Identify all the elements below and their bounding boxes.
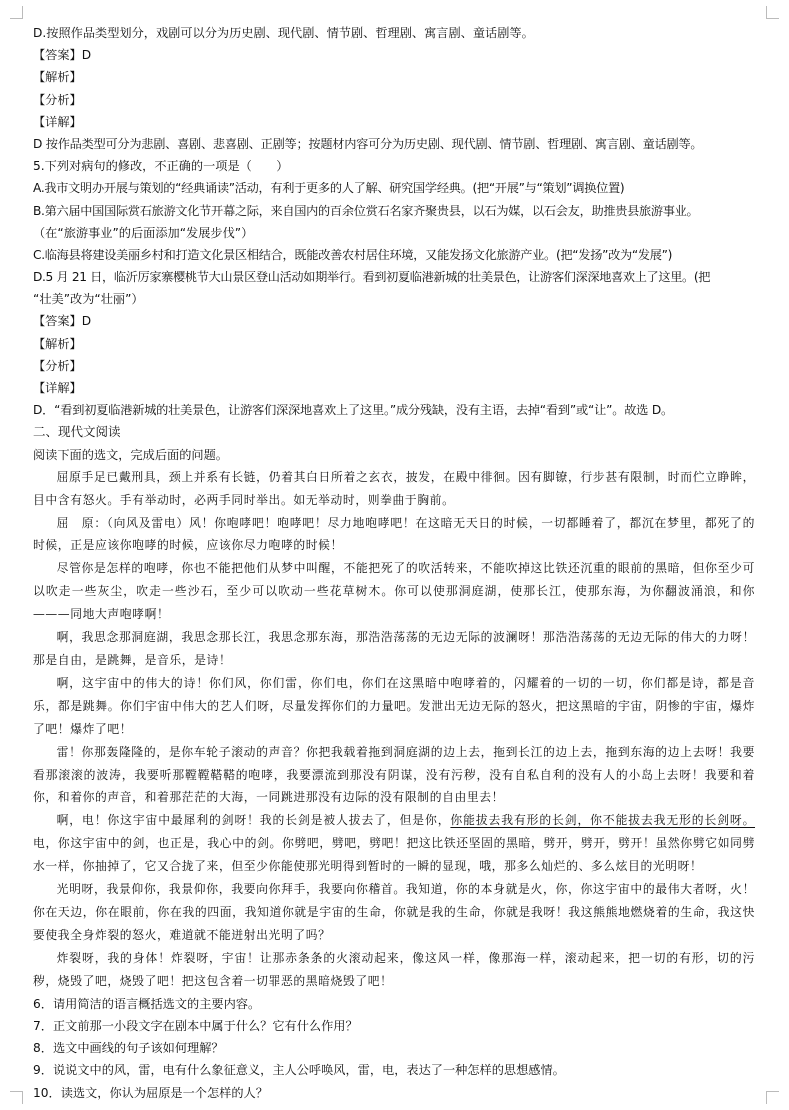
option-d-line: D.按照作品类型划分，戏剧可以分为历史剧、现代剧、情节剧、哲理剧、寓言剧、童话剧等。 (33, 26, 534, 40)
detail-text: D 按作品类型可分为悲剧、喜剧、悲喜剧、正剧等；按题材内容可分为历史剧、现代剧、情节剧、哲理剧、寓言剧、童话剧等。 (33, 136, 703, 151)
crop-mark-bottom-left (10, 1091, 23, 1104)
q5-option-d: D.5 月 21 日，临沂厉家寨樱桃节大山景区登山活动如期举行。看到初夏临港新城的壮美景色，让游客们深深地喜欢上了这里。(把 (33, 270, 711, 285)
q5-option-b: B.第六届中国国际赏石旅游文化节开幕之际，来自国内的百余位赏石名家齐聚贵县，以石为媒，以石会友，助推贵县旅游事业。 (33, 203, 699, 218)
answer-label: 【答案】D (33, 48, 92, 63)
q5-option-b-fix: （在“旅游事业”的后面添加“发展步伐”） (33, 225, 254, 240)
fenxi-label-2: 【分析】 (33, 358, 82, 373)
crop-mark-bottom-right (766, 1091, 779, 1104)
question-9: 9．说说文中的风，雷，电有什么象征意义，主人公呼唤风，雷，电，表达了一种怎样的思想感情。 (33, 1063, 565, 1078)
passage-paragraph-8: 炸裂呀，我的身体！炸裂呀，宇宙！让那赤条条的火滚动起来，像这风一样，像那海一样，滚动起来，把一切的有形，切的污秽，烧毁了吧，烧毁了吧！把这包含着一切罪恶的黑暗烧毁了吧！ (33, 950, 755, 988)
crop-mark-top-right (766, 6, 779, 19)
passage-paragraph-1: 屈 原：（向风及雷电）风！你咆哮吧！咆哮吧！尽力地咆哮吧！在这暗无天日的时候，一切都睡着了，都沉在梦里，都死了的时候，正是应该你咆哮的时候，应该你尽力咆哮的时候！ (33, 515, 755, 553)
passage-paragraph-2: 尽管你是怎样的咆哮，你也不能把他们从梦中叫醒，不能把死了的吹活转来，不能吹掉这比铁还沉重的眼前的黑暗，但你至少可以吹走一些灰尘，吹走一些沙石，至少可以吹动一些花草树木。你可以使那洞庭湖，使那长江，使那东海，为你翻波涌浪，和你———同地大声咆哮啊！ (33, 561, 755, 622)
passage-paragraph-4: 啊，这宇宙中的伟大的诗！你们风，你们雷，你们电，你们在这黑暗中咆哮着的，闪耀着的一切的一切，你们都是诗，都是音乐，都是跳舞。你们宇宙中伟大的艺人们呀，尽量发挥你们的力量吧。发泄出无边无际的怒火，把这黑暗的宇宙，阴惨的宇宙，爆炸了吧！爆炸了吧！ (33, 675, 755, 736)
question-8: 8．选文中画线的句子该如何理解？ (33, 1041, 224, 1056)
q5-option-a: A.我市文明办开展与策划的“经典诵读”活动，有利于更多的人了解、研究国学经典。(把“开展”与“策划”调换位置) (33, 181, 625, 196)
analysis-label: 【解析】 (33, 70, 82, 85)
analysis-label-2: 【解析】 (33, 336, 82, 351)
question-7: 7．正文前那一小段文字在剧本中属于什么？它有什么作用？ (33, 1018, 358, 1033)
reading-passage (33, 466, 755, 993)
q5-option-c: C.临海县将建设美丽乡村和打造文化景区相结合，既能改善农村居住环境，又能发扬文化旅游产业。(把“发扬”改为“发展”) (33, 247, 673, 262)
underlined-sentence: 你能拔去我有形的长剑，你不能拔去我无形的长剑呀。 (450, 813, 756, 828)
passage-paragraph-6-end: 电，你这宇宙中的剑，也正是，我心中的剑。你劈吧，劈吧，劈吧！把这比铁还坚固的黑暗，劈开，劈开，劈开！虽然你劈它如同劈水一样，你抽掉了，它又合拢了来，但至少你能使那光明得到暂时的一瞬的显现，哦，那多么灿烂的、多么炫目的光明呀！ (33, 836, 755, 874)
crop-mark-top-left (10, 6, 23, 19)
answer-label-2: 【答案】D (33, 314, 92, 329)
passage-paragraph-7: 光明呀，我景仰你，我景仰你，我要向你拜手，我要向你稽首。我知道，你的本身就是火，你，你这宇宙中的最伟大者呀，火！你在天边，你在眼前，你在我的四面，我知道你就是宇宙的生命，你就是我的生命，你就是我呀！我这熊熊地燃烧着的生命，我这快要使我全身炸裂的怒火，难道就不能迸射出光明了吗？ (33, 882, 755, 942)
passage-paragraph-5: 雷！你那轰隆隆的，是你车轮子滚动的声音？你把我载着拖到洞庭湖的边上去，拖到长江的边上去，拖到东海的边上去呀！我要看那滚滚的波涛，我要听那鞺鞺鞳鞳的咆哮，我要漂流到那没有阴谋，没有污秽，没有自私自利的没有人的小岛上去呀！我要和着你，和着你的声音，和着那茫茫的大海，一同跳进那没有边际的没有限制的自由里去！ (33, 744, 755, 805)
question-5: 5.下列对病句的修改，不正确的一项是（ ） (33, 159, 289, 174)
question-10: 10．读选文，你认为屈原是一个怎样的人？ (33, 1085, 268, 1100)
document-content (33, 22, 755, 1104)
question-6: 6．请用简洁的语言概括选文的主要内容。 (33, 996, 261, 1011)
stage-direction: 屈原手足已戴刑具，颈上并系有长链，仍着其白日所着之玄衣，披发，在殿中徘徊。因有脚镣，行步甚有限制，时而伫立睁眸，目中含有怒火。手有举动时，必两手同时举出。如无举动时，则拳曲于胸前。 (33, 469, 755, 507)
passage-paragraph-3: 啊，我思念那洞庭湖，我思念那长江，我思念那东海，那浩浩荡荡的无边无际的波澜呀！那浩浩荡荡的无边无际的伟大的力呀！那是自由，是跳舞，是音乐，是诗！ (33, 630, 755, 667)
passage-paragraph-6 (33, 809, 755, 878)
detail-text-2: D．“看到初夏临港新城的壮美景色，让游客们深深地喜欢上了这里。”成分残缺，没有主语，去掉“看到”或“让”。故选 D。 (33, 403, 674, 418)
reading-instruction: 阅读下面的选文，完成后面的问题。 (33, 447, 228, 462)
detail-label-2: 【详解】 (33, 381, 82, 395)
passage-paragraph-6-start: 啊，电！你这宇宙中最犀利的剑呀！我的长剑是被人拔去了，但是你， (56, 813, 451, 828)
q5-option-d-fix: “壮美”改为“壮丽”） (33, 292, 144, 307)
section-heading: 二、现代文阅读 (33, 424, 121, 440)
fenxi-label: 【分析】 (33, 92, 82, 107)
detail-label: 【详解】 (33, 114, 82, 129)
